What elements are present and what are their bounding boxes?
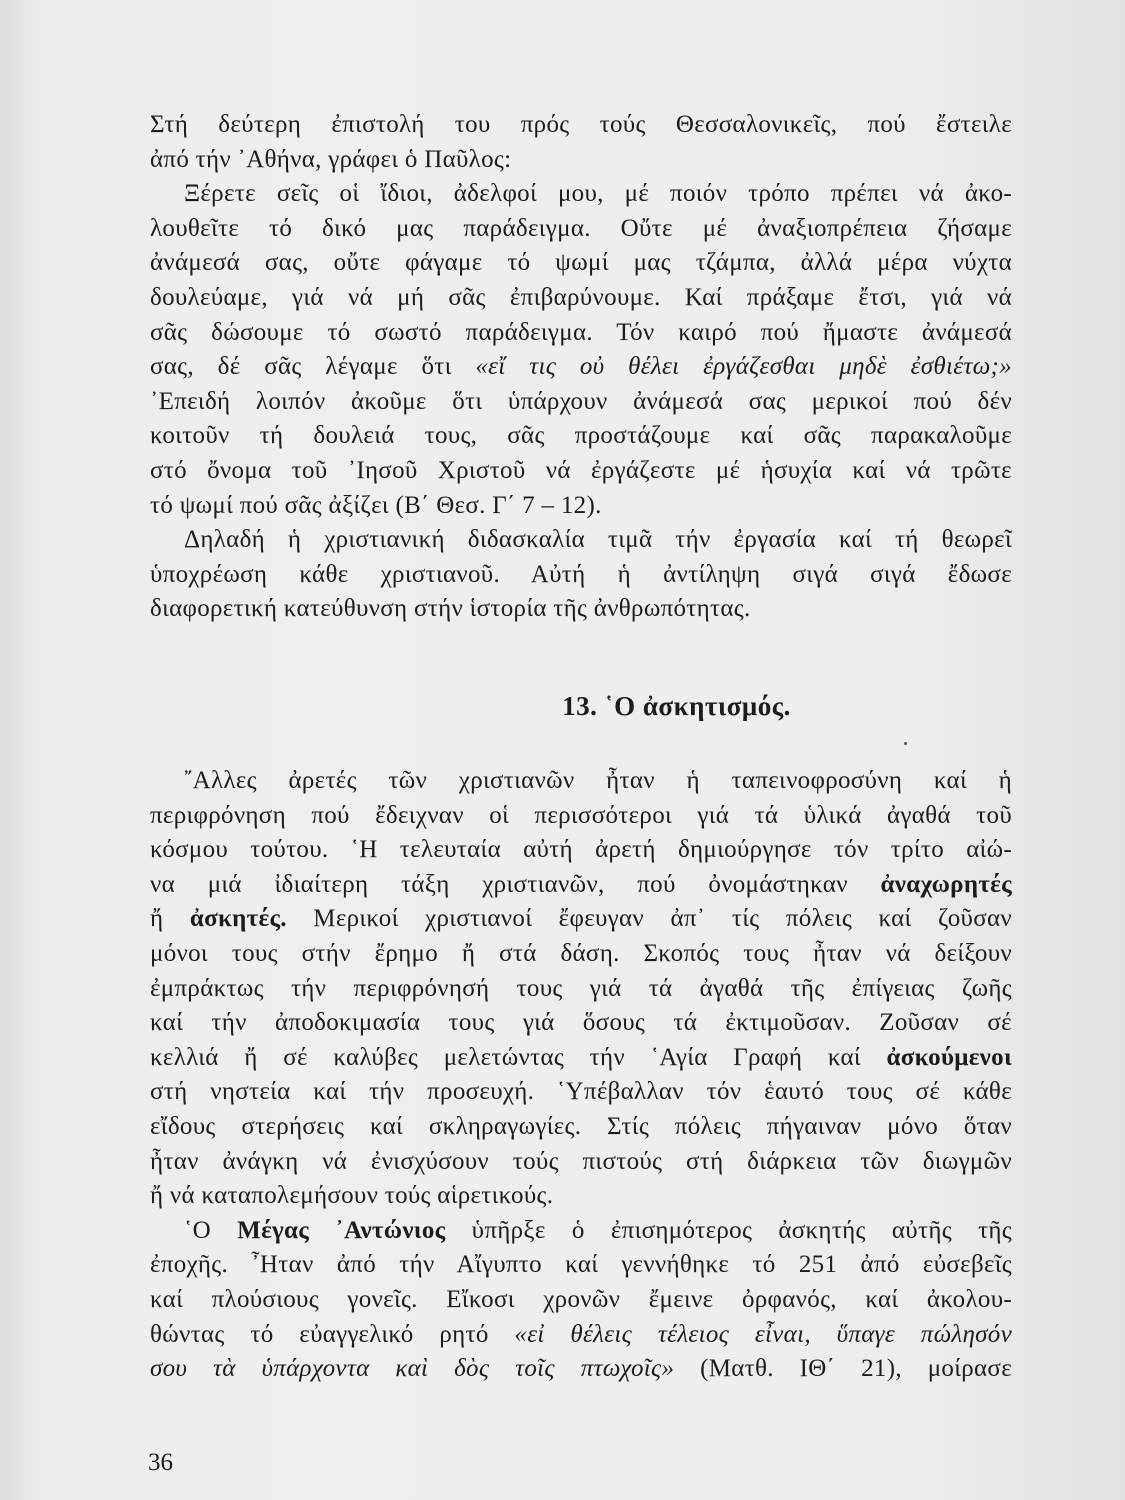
text-line: ἐποχῆς. ῏Ηταν ἀπό τήν Αἴγυπτο καί γεννήθηκε τό 251 ἀπό εὐσεβεῖς	[150, 1251, 1012, 1279]
text-line-with-bold	[150, 902, 1012, 937]
line-text: (Ματθ. ΙΘ΄ 21), μοίρασε	[674, 1355, 1012, 1383]
scripture-quote: «εἰ θέλεις τέλειος εἶναι, ὕπαγε πώλησόν	[514, 1320, 1013, 1348]
text-line: Ξέρετε σεῖς οἱ ἴδιοι, ἀδελφοί μου, μέ ποιόν τρόπο πρέπει νά ἀκο-	[184, 180, 1012, 208]
line-text: Μερικοί χριστιανοί ἔφευγαν ἀπ᾿ τίς πόλεις καί ζοῦσαν	[286, 905, 1012, 933]
scripture-quote: σου τὰ ὑπάρχοντα καὶ δὸς τοῖς πτωχοῖς»	[150, 1355, 675, 1383]
section-text	[150, 764, 1012, 1387]
line-text: να μιά ἰδιαίτερη τάξη χριστιανῶν, πού ὀνομάστηκαν	[150, 870, 881, 898]
bold-term: Μέγας ᾿Αντώνιος	[237, 1216, 446, 1244]
text-line: στή νηστεία καί τήν προσευχή. ῾Υπέβαλλαν τόν ἑαυτό τους σέ κάθε	[150, 1078, 1012, 1106]
text-line: Δηλαδή ἡ χριστιανική διδασκαλία τιμᾶ τήν ἐργασία καί τή θεωρεῖ	[184, 526, 1012, 554]
text-line: μόνοι τους στήν ἔρημο ἤ στά δάση. Σκοπός τους ἦταν νά δείξουν	[150, 939, 1012, 967]
scripture-quote: «εἴ τις οὐ θέλει ἐργάζεσθαι μηδὲ ἐσθιέτω;»	[475, 353, 1012, 381]
text-line: κόσμου τούτου. ῾Η τελευταία αὐτή ἀρετή δημιούργησε τόν τρίτο αἰώ-	[150, 836, 1012, 864]
text-line: ἤ νά καταπολεμήσουν τούς αἱρετικούς.	[150, 1182, 554, 1210]
text-line: ὑποχρέωση κάθε χριστιανοῦ. Αὐτή ἡ ἀντίληψη σιγά σιγά ἔδωσε	[150, 560, 1012, 588]
text-line: περιφρόνηση πού ἔδειχναν οἱ περισσότεροι γιά τά ὑλικά ἀγαθά τοῦ	[150, 801, 1012, 829]
line-text: ῾Ο	[184, 1216, 238, 1244]
text-line: τό ψωμί πού σᾶς ἀξίζει (Β΄ Θεσ. Γ΄ 7 – 12).	[150, 491, 602, 519]
text-line-with-bold	[150, 868, 1012, 903]
bold-term: ἀσκούμενοι	[886, 1043, 1012, 1071]
text-line: Στή δεύτερη ἐπιστολή του πρός τούς Θεσσαλονικεῖς, πού ἔστειλε	[150, 111, 1012, 138]
text-line: ᾿Επειδή λοιπόν ἀκοῦμε ὅτι ὑπάρχουν ἀνάμεσά σας μερικοί πού δέν	[150, 387, 1012, 415]
line-text: ὑπῆρξε ὁ ἐπισημότερος ἀσκητής αὐτῆς τῆς	[445, 1216, 1013, 1244]
text-line-with-quote	[150, 1318, 1012, 1353]
text-line: σᾶς δώσουμε τό σωστό παράδειγμα. Τόν καιρό πού ἤμαστε ἀνάμεσά	[150, 318, 1012, 346]
line-text: σας, δέ σᾶς λέγαμε ὅτι	[150, 353, 476, 381]
text-line: ἐμπράκτως τήν περιφρόνησή τους γιά τά ἀγαθά τῆς ἐπίγειας ζωῆς	[150, 974, 1012, 1002]
text-line: καί τήν ἀποδοκιμασία τους γιά ὅσους τά ἐκτιμοῦσαν. Ζοῦσαν σέ	[150, 1009, 1012, 1037]
line-text: ἤ	[150, 905, 190, 933]
text-line: ἦταν ἀνάγκη νά ἐνισχύσουν τούς πιστούς στή διάρκεια τῶν διωγμῶν	[150, 1147, 1012, 1175]
text-line: στό ὄνομα τοῦ ᾿Ιησοῦ Χριστοῦ νά ἐργάζεστε μέ ἡσυχία καί νά τρῶτε	[150, 456, 1012, 484]
text-line-with-quote	[150, 1352, 1012, 1387]
text-line-with-bold	[150, 1214, 1012, 1249]
text-line-with-quote	[150, 350, 1012, 385]
bold-term: ἀναχωρητές	[880, 870, 1012, 898]
text-line-with-bold	[150, 1041, 1012, 1076]
section-heading: 13. ῾Ο ἀσκητισμός.	[562, 691, 791, 721]
text-line: κοιτοῦν τή δουλειά τους, σᾶς προστάζουμε καί σᾶς παρακαλοῦμε	[150, 422, 1012, 450]
text-line: ἀπό τήν ᾿Αθήνα, γράφει ὁ Παῦλος:	[150, 145, 512, 173]
page-number: 36	[148, 1449, 173, 1476]
text-line: λουθεῖτε τό δικό μας παράδειγμα. Οὔτε μέ ἀναξιοπρέπεια ζήσαμε	[150, 214, 1012, 242]
print-speck	[904, 742, 907, 745]
text-line: καί πλούσιους γονεῖς. Εἴκοσι χρονῶν ἔμεινε ὀρφανός, καί ἀκολου-	[150, 1285, 1012, 1313]
line-text: θώντας τό εὐαγγελικό ρητό	[150, 1320, 515, 1348]
main-text	[150, 108, 1012, 627]
line-text: κελλιά ἤ σέ καλύβες μελετώντας τήν ῾Αγία Γραφή καί	[150, 1043, 887, 1071]
text-line: εἴδους στερήσεις καί σκληραγωγίες. Στίς πόλεις πήγαιναν μόνο ὅταν	[150, 1112, 1012, 1140]
text-line: ἀνάμεσά σας, οὔτε φάγαμε τό ψωμί μας τζάμπα, ἀλλά μέρα νύχτα	[150, 249, 1012, 277]
text-line: ῎Αλλες ἀρετές τῶν χριστιανῶν ἦταν ἡ ταπεινοφροσύνη καί ἡ	[184, 767, 1012, 794]
bold-term: ἀσκητές.	[189, 905, 287, 933]
text-line: διαφορετική κατεύθυνση στήν ἱστορία τῆς ἀνθρωπότητας.	[150, 595, 751, 623]
text-line: δουλεύαμε, γιά νά μή σᾶς ἐπιβαρύνουμε. Καί πράξαμε ἔτσι, γιά νά	[150, 283, 1012, 311]
